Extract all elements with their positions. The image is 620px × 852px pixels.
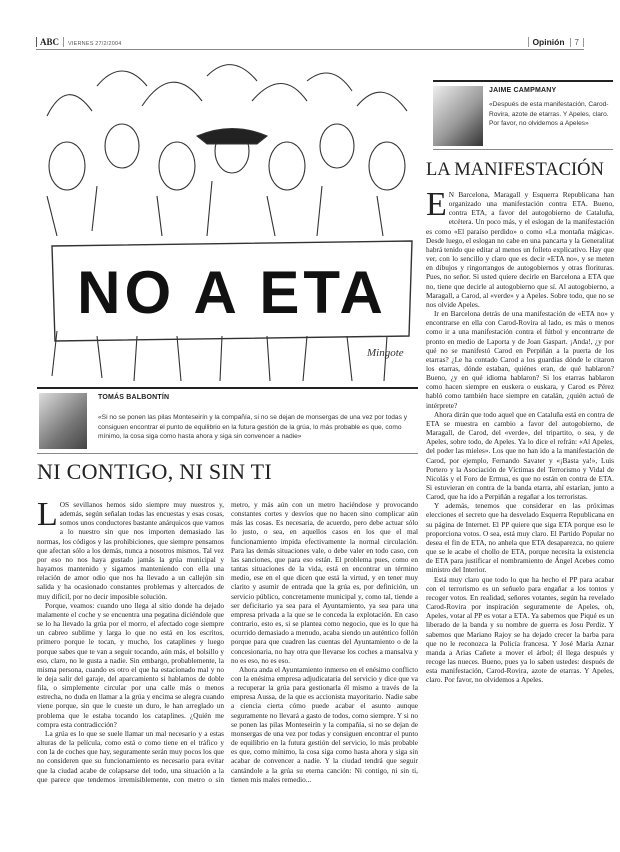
left-headline: NI CONTIGO, NI SIN TI <box>37 459 273 484</box>
author-name: JAIME CAMPMANY <box>489 87 557 94</box>
crowd-heads <box>47 65 407 116</box>
paragraph: Ahora dirán que todo aquel que en Cataluña está en contra de ETA se muestra en cambio a favor del autogobierno, de Maragall, de Carod, del «verde», del tripartito, o sea, y de Apeles, sobre todo, de Apeles. Ya lo dice el refrán: «Al Apeles, del poder las mieles». Los que no han ido a la manifestación de Carod, por ejemplo, Fernando Savater y «¡Basta ya!», Luis Portero y la Asociación de Víctimas del Terrorismo y Vidal de Nicolás y el Foro de Ermua, es que no están en contra de ETA. Si estuvieran en contra de la banda etarra, ahí estarían, junto a Carod, que ha ido a Perpiñán a regañar a los terroristas. <box>426 409 614 502</box>
right-author-box <box>433 80 613 150</box>
paragraph: LOS sevillanos hemos sido siempre muy nuestros y, además, según señalan todas las encuestas y esas cosas, somos unos conductores bastante anárquicos que vamos a lo nuestro sin que nos importen demasiado las normas, los códigos y las prohibiciones, que siempre pensamos que afectan sólo a los demás, nunca a nosotros mismos. Tal vez por eso no nos haya gustado jamás la grúa municipal y hayamos mantenido y sigamos manteniendo con ella una relación de amor odio que nos ha llevado a un callejón sin salida y ha ocasionado constantes problemas y altercados de muy difícil, por no decir imposible solución. <box>37 496 224 601</box>
drop-cap: L <box>37 496 58 533</box>
newspaper-logo: ABC <box>36 37 64 47</box>
page-header <box>36 37 584 50</box>
banner-text: NO A ETA <box>77 259 387 326</box>
paragraph: La grúa es lo que se suele llamar un mal necesario y a estas alturas de la película, como está o como tiene en el tráfico y con la de coches que hay, seguramente serán muy pocos los que no consideren que su funcionamiento es necesario para evitar que la ciudad acabe de colapsarse del todo, una situación a la que parece que tendemos irremisiblemente, con metro o sin metro, y más aún con un metro haciéndose y provocando constantes cortes y desvíos que no hacen sino complicar aún más las cosas. Es necesaria, de acuerdo, pero debe actuar sólo lo justo, o sea, en aquellos casos en los que el mal funcionamiento impida efectivamente la normal circulación. Para las demás situaciones vale, o debe valer en todo caso, con las sanciones, que para eso están. El problema pues, como en tantas situaciones de la vida, está en encontrar un término medio, ese en el que dicen que está la virtud, y en tener muy clarito y asumir de entrada que la grúa es, por definición, un servicio público, concretamente municipal y, como tal, tiende a ser deficitario ya sea para el Ayuntamiento, ya sea para una empresa privada a la que se le conceda la explotación. En caso contrario, esto es, si se plantea como negocio, que es lo que ha ocurrido demasiado a menudo, acaba siendo un auténtico follón porque para que cuadren las cuentas del Ayuntamiento o de la concesionaria, no hay otra que llevarse los coches a mansalva y no es eso, no es eso. <box>37 500 418 784</box>
page-number: 7 <box>570 38 584 47</box>
author-name: TOMÁS BALBONTÍN <box>98 394 170 401</box>
right-headline: LA MANIFESTACIÓN <box>426 160 604 180</box>
paragraph: Ahora anda el Ayuntamiento inmerso en el enésimo conflicto con la enésima empresa adjudicataria del servicio y dice que va a recuperar la grúa para gestionarla él mismo a través de la empresa Aussa, de la que es accionista mayoritario. Nadie sabe a ciencia cierta cómo puede acabar el asunto aunque seguramente no llevará a gasto de todos, como siempre. Y si no se ponen las pilas Monteseirín y la compañía, si no se dejan de monsergas de una vez por todas y consiguen encontrar el punto de equilibrio en la futura gestión del servicio, lo más probable es que, como mínimo, la cosa siga como hasta ahora y siga sin acabar de convencer a nadie. Y la ciudad tendrá que seguir cantándole a la grúa su eterna canción: Ni contigo, ni sin ti, tienen mis males remedio... <box>231 664 418 784</box>
paragraph: Está muy claro que todo lo que ha hecho el PP para acabar con el terrorismo es un señuelo para engañar a los tontos y recoger votos. En realidad, señores votantes, según ha revelado Carod-Rovira por inspiración seguramente de Apeles, oh, Apeles, votar al PP es votar a ETA. Ya sabemos que Piqué es un liberado de la banda y su nombre de guerra es Josu Perdiz. Y sabemos que Mariano Rajoy se ha dejado crecer la barba para que no le reconozca la Policía francesa. Y José María Aznar manda a Arias Cañete a mover el árbol; él llega después y recoge las nueces. Bueno, pues ya lo saben ustedes: después de esta manifestación, Carod-Rovira, azote de etarras. Y Apeles, claro. Por favor, no olvidemos a Apeles. <box>426 574 614 685</box>
paragraph: Porque, veamos: cuando uno llega al sitio donde ha dejado malamente el coche y se encuentra una pegatina diciéndole que se lo ha llevado la grúa por el morro, el afectado coge siempre un cabreo sublime y larga lo que no está en los escritos, primero porque le tocan, y mucho, los cataplines y luego porque sabes que te van a seguir tocando, aún más, el bolsillo y eso, claro, no le gusta a nadie. Sin embargo, probablemente, la misma persona, cuando es otro el que ha estacionado mal y no le deja salir del garaje, del aparcamiento si hablamos de doble fila, o simplemente circular por una calle más o menos estrecha, no duda en llamar a la grúa y encima se alegra cuando viene porque, sin que le cueste un duro, le han arreglado un problema que le estaba tocando los cataplines. ¿Quién me compra esta contradicción? <box>37 600 224 729</box>
right-article-body <box>426 186 615 850</box>
author-photo-balbontin <box>39 393 87 449</box>
section-name: Opinión <box>528 37 569 47</box>
issue-date: VIERNES 27/2/2004 <box>68 41 122 47</box>
cartoon-illustration <box>37 56 419 381</box>
paragraph: Ir en Barcelona detrás de una manifestación de «ETA no» y encontrarse en ella con Carod-Rovira al lado, es más o menos como ir a una manifestación contra el fútbol y encontrarte de pronto en medio de Laporta y de Joan Gaspart. ¡Anda!, ¿y por qué no se manifestó Carod en Perpiñán a la puerta de los etarras? ¿Le ha contado Carod a los guardias dónde le citaron los etarras, dónde estaban, quiénes eran, de qué hablaron? Bueno, ¿y en qué idioma hablaron? Si los etarras hablaron como hacen siempre en euskera o euskara, y Carod es Pérez habló como también hace siempre en catalán, ¿quién actuó de intérprete? <box>426 309 614 410</box>
author-photo-campmany <box>433 86 483 146</box>
drop-cap: E <box>426 186 447 223</box>
cartoonist-signature: Mingote <box>367 347 404 359</box>
paragraph: Y además, tenemos que considerar en las próximas elecciones el secreto que ha desvelado Esquerra Republicana en su página de Internet. El PP quiere que siga ETA porque eso le proporciona votos. O sea, está muy claro. El Partido Popular no desea el fin de ETA, no anhela que ETA desaparezca, no quiere que se le acabe el chollo de ETA, porque necesita la existencia de ETA para justificar el nombramiento de Ángel Acebes como ministro del Interior. <box>426 501 614 575</box>
paragraph: E N Barcelona, Maragall y Esquerra Republicana han organizado una manifestación contra ETA. Bueno, contra ETA, a favor del autogobierno de Cataluña, etcétera. Un poco más, y el eslogan de la manifestación es como «El paraíso perdido» o como «La montaña mágica». Desde luego, el eslogan no cabe en una pancarta y la Generalitat habrá tenido que editar al menos un folleto explicativo. Hay que ver, con lo sencillo y claro que es decir «ETA no», y se meten en dibujos y ringorrangos de autogobiernos y otras florituras. Pues, no señor. Si usted quiere decirle en Barcelona a ETA que no, tiene que decirle al autogobierno que sí. Al autogobierno, a Maragall, a Carod, al «verde» y a Apeles. Sobre todo, que no se nos olvide Apeles. <box>426 186 615 309</box>
left-article-body <box>37 496 418 850</box>
author-quote: «Después de esta manifestación, Carod-Rovira, azote de etarras. Y Apeles, claro. Por favor, no olvidemos a Apeles» <box>489 101 609 128</box>
author-quote: «Si no se ponen las pilas Monteseirín y la compañía, si no se dejan de monsergas de una vez por todas y consiguen encontrar el punto de equilibrio en la futura gestión de la grúa, lo más probable es que, como mínimo, la cosa siga como hasta ahora y siga sin convencer a nadie» <box>98 414 407 441</box>
left-author-box <box>37 387 418 454</box>
